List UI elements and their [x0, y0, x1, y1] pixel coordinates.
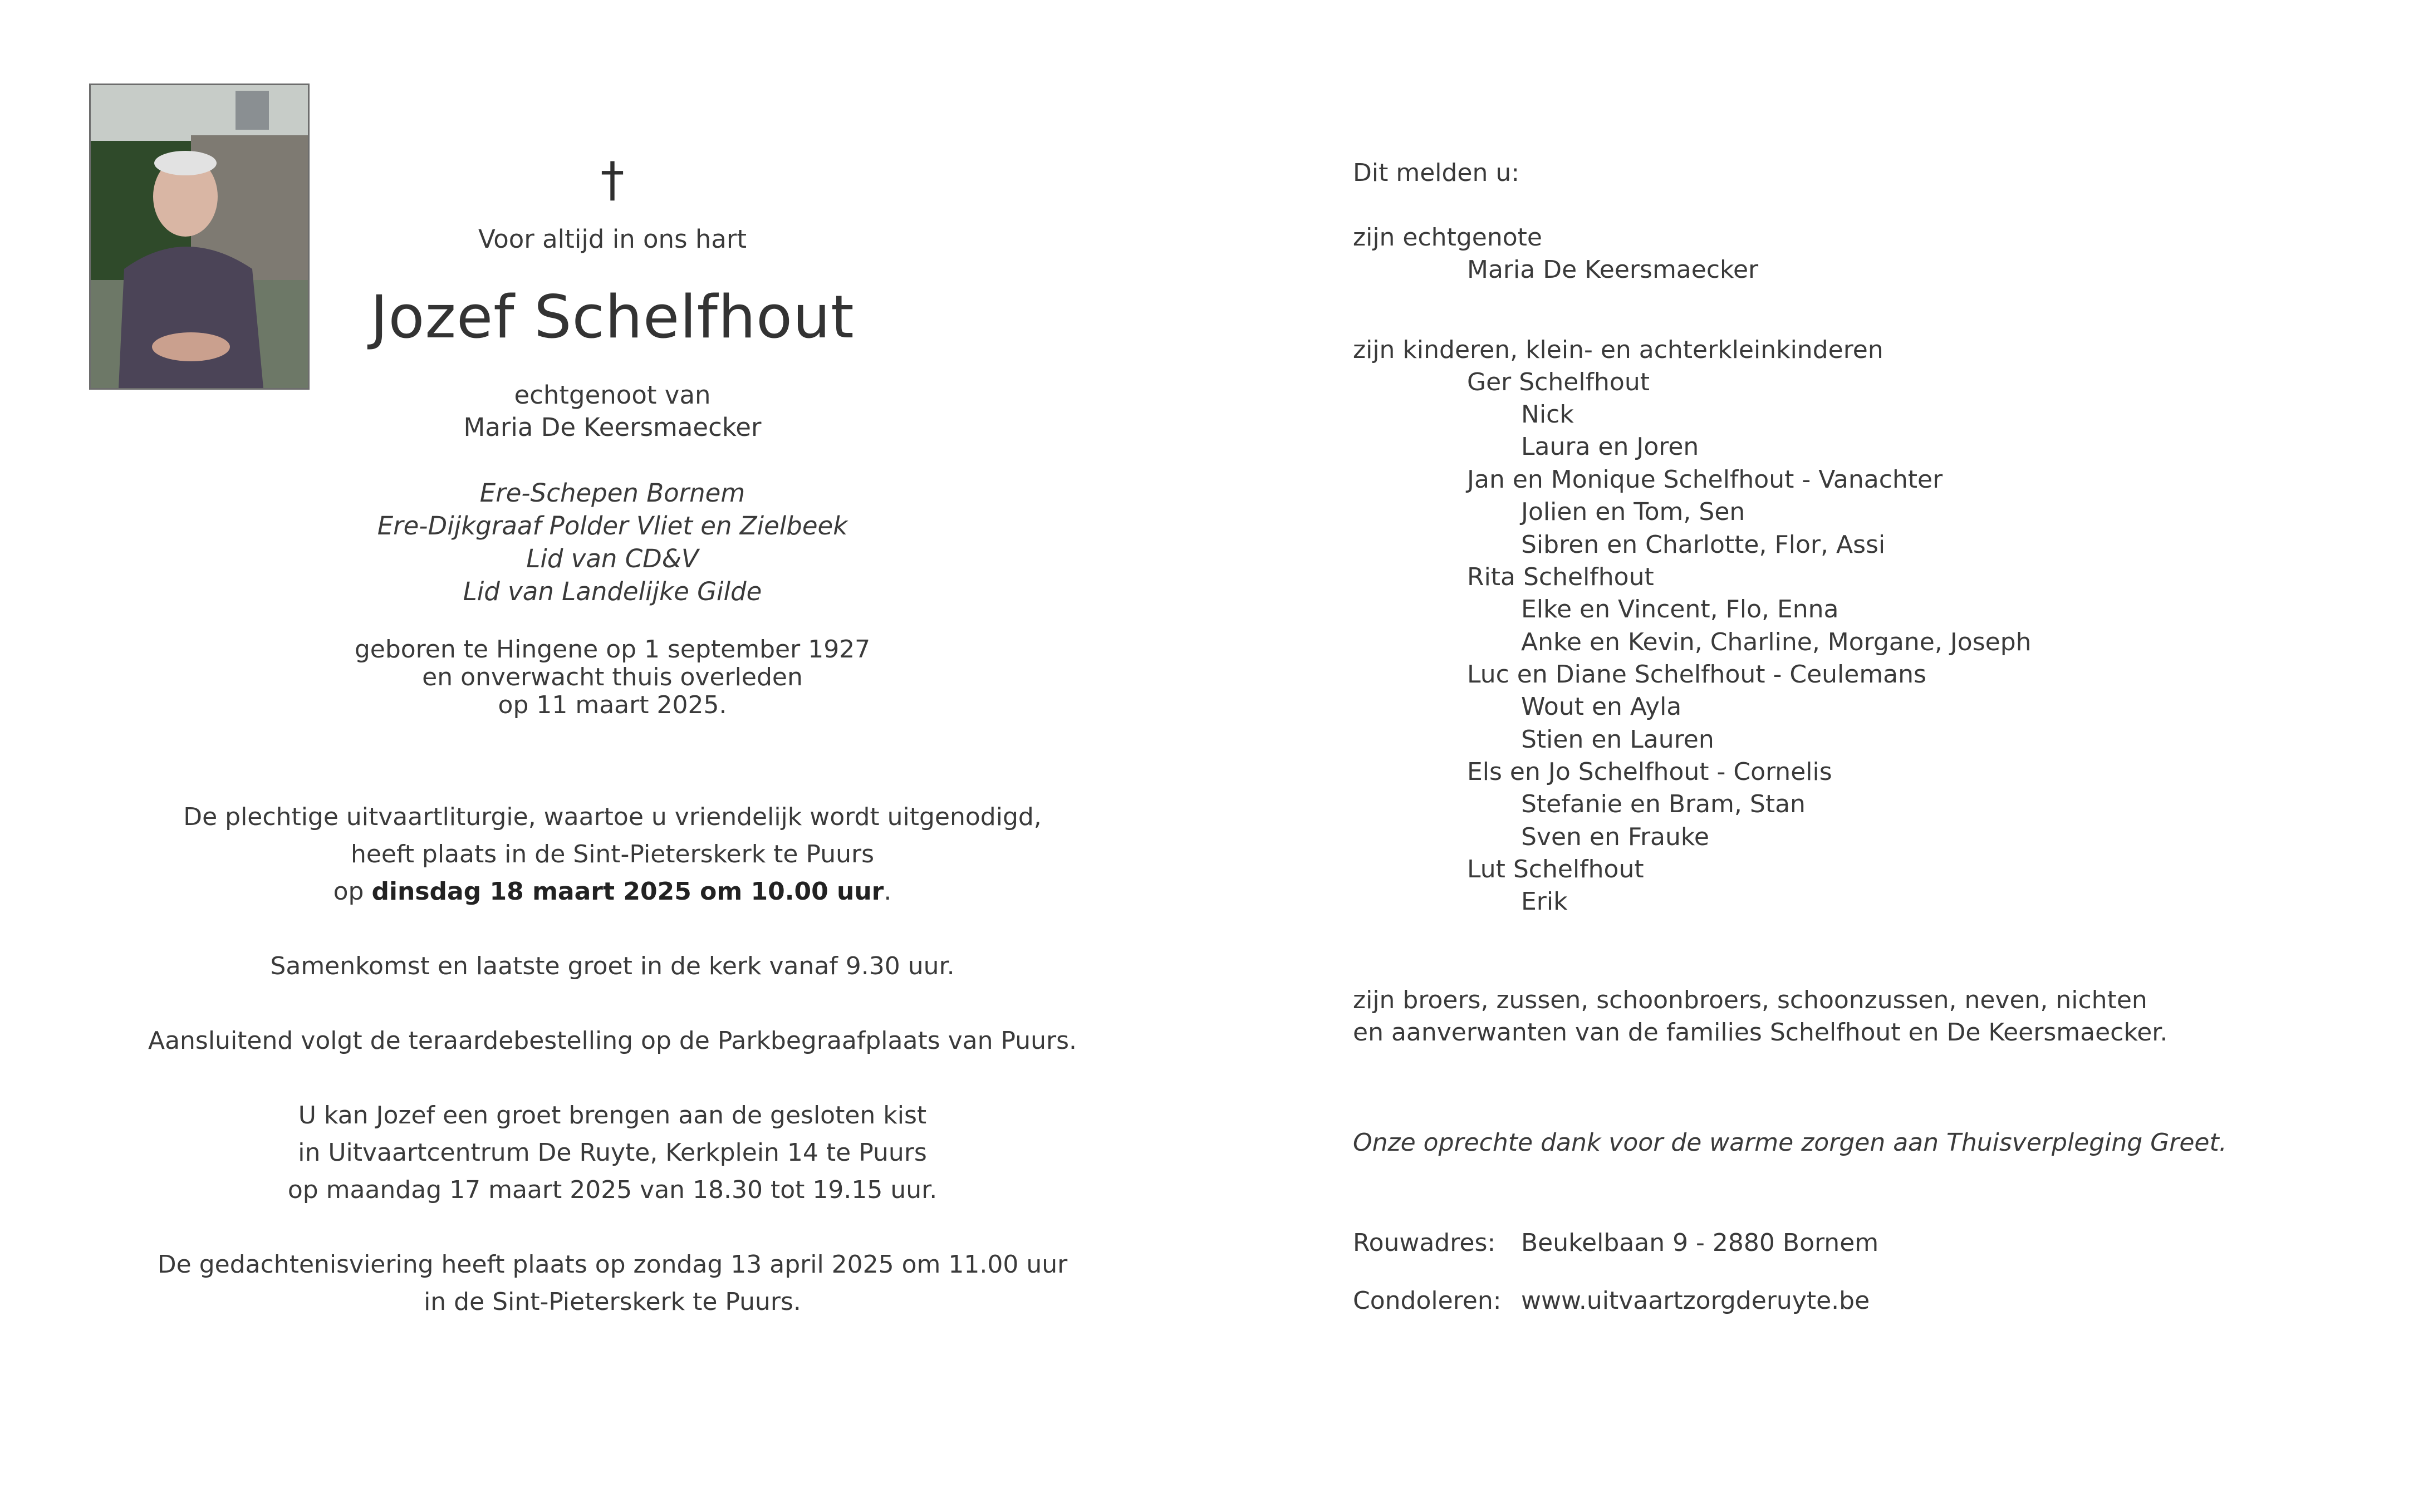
funeral-line: De plechtige uitvaartliturgie, waartoe u vriendelijk wordt uitgenodigd, [183, 803, 1042, 831]
death-line-2: op 11 maart 2025. [498, 691, 727, 719]
thanks-note: Onze oprechte dank voor de warme zorgen aan Thuisverpleging Greet. [1353, 1128, 2227, 1157]
burial-info: Aansluitend volgt de teraardebestelling op de Parkbegraafplaats van Puurs. [148, 1027, 1077, 1055]
funeral-date-suffix: . [884, 877, 892, 906]
memorial-line: De gedachtenisviering heeft plaats op zondag 13 april 2025 om 11.00 uur [157, 1250, 1068, 1279]
funeral-date-prefix: op [333, 877, 372, 906]
title-line: Lid van Landelijke Gilde [463, 577, 762, 606]
title-line: Lid van CD&V [526, 544, 699, 573]
spouse-label: zijn echtgenote [1353, 223, 1542, 252]
visit-line: op maandag 17 maart 2025 van 18.30 tot 19.15 uur. [287, 1176, 938, 1204]
title-line: Ere-Dijkgraaf Polder Vliet en Zielbeek [377, 511, 848, 541]
family-grandchild: Wout en Ayla [1521, 693, 1682, 721]
spouse-name: Maria De Keersmaecker [463, 413, 762, 442]
cross-symbol [0, 152, 1225, 208]
family-grandchild: Jolien en Tom, Sen [1521, 498, 1745, 526]
address-value: Beukelbaan 9 - 2880 Bornem [1521, 1229, 1879, 1257]
condolence-link[interactable]: www.uitvaartzorgderuyte.be [1521, 1287, 1870, 1315]
family-child: Rita Schelfhout [1467, 563, 1654, 591]
family-child: Jan en Monique Schelfhout - Vanachter [1467, 465, 1943, 494]
family-grandchild: Sven en Frauke [1521, 823, 1709, 851]
family-grandchild: Elke en Vincent, Flo, Enna [1521, 595, 1839, 624]
family-grandchild: Nick [1521, 400, 1574, 429]
memorial-line: in de Sint-Pieterskerk te Puurs. [424, 1288, 801, 1316]
funeral-date: dinsdag 18 maart 2025 om 10.00 uur [371, 877, 884, 906]
address-label: Rouwadres: [1353, 1229, 1496, 1257]
family-grandchild: Stien en Lauren [1521, 725, 1714, 754]
spouse-name-right: Maria De Keersmaecker [1467, 256, 1759, 284]
family-label: zijn kinderen, klein- en achterkleinkinderen [1353, 336, 1883, 364]
deceased-name: Jozef Schelfhout [370, 283, 855, 351]
family-child: Luc en Diane Schelfhout - Ceulemans [1467, 660, 1926, 689]
motto: Voor altijd in ons hart [478, 224, 747, 254]
family-grandchild: Erik [1521, 887, 1568, 916]
funeral-date-line [0, 873, 1225, 910]
visit-line: U kan Jozef een groet brengen aan de gesloten kist [298, 1101, 927, 1130]
title-line: Ere-Schepen Bornem [479, 478, 745, 508]
spouse-intro: echtgenoot van [514, 380, 711, 410]
announcement-intro: Dit melden u: [1353, 159, 1520, 187]
funeral-info [0, 798, 1225, 910]
visit-info [0, 1097, 1225, 1209]
relatives-line: zijn broers, zussen, schoonbroers, schoonzussen, neven, nichten [1353, 986, 2147, 1014]
funeral-line: heeft plaats in de Sint-Pieterskerk te Puurs [350, 840, 875, 868]
family-child: Els en Jo Schelfhout - Cornelis [1467, 758, 1832, 786]
visit-line: in Uitvaartcentrum De Ruyte, Kerkplein 14 te Puurs [298, 1138, 927, 1167]
life-dates [0, 636, 1225, 719]
family-child: Lut Schelfhout [1467, 855, 1644, 883]
family-child: Ger Schelfhout [1467, 368, 1650, 396]
family-grandchild: Sibren en Charlotte, Flor, Assi [1521, 531, 1886, 559]
condolence-label: Condoleren: [1353, 1287, 1502, 1315]
birth-line: geboren te Hingene op 1 september 1927 [354, 635, 871, 664]
cross-icon: † [600, 152, 625, 208]
family-grandchild: Anke en Kevin, Charline, Morgane, Joseph [1521, 628, 2032, 656]
memorial-info [0, 1246, 1225, 1320]
honorary-titles [0, 477, 1225, 608]
gathering-info: Samenkomst en laatste groet in de kerk vanaf 9.30 uur. [270, 952, 955, 980]
death-line-1: en onverwacht thuis overleden [422, 663, 803, 691]
family-grandchild: Laura en Joren [1521, 433, 1699, 461]
relatives-line: en aanverwanten van de families Schelfhout en De Keersmaecker. [1353, 1018, 2168, 1047]
family-grandchild: Stefanie en Bram, Stan [1521, 790, 1806, 818]
